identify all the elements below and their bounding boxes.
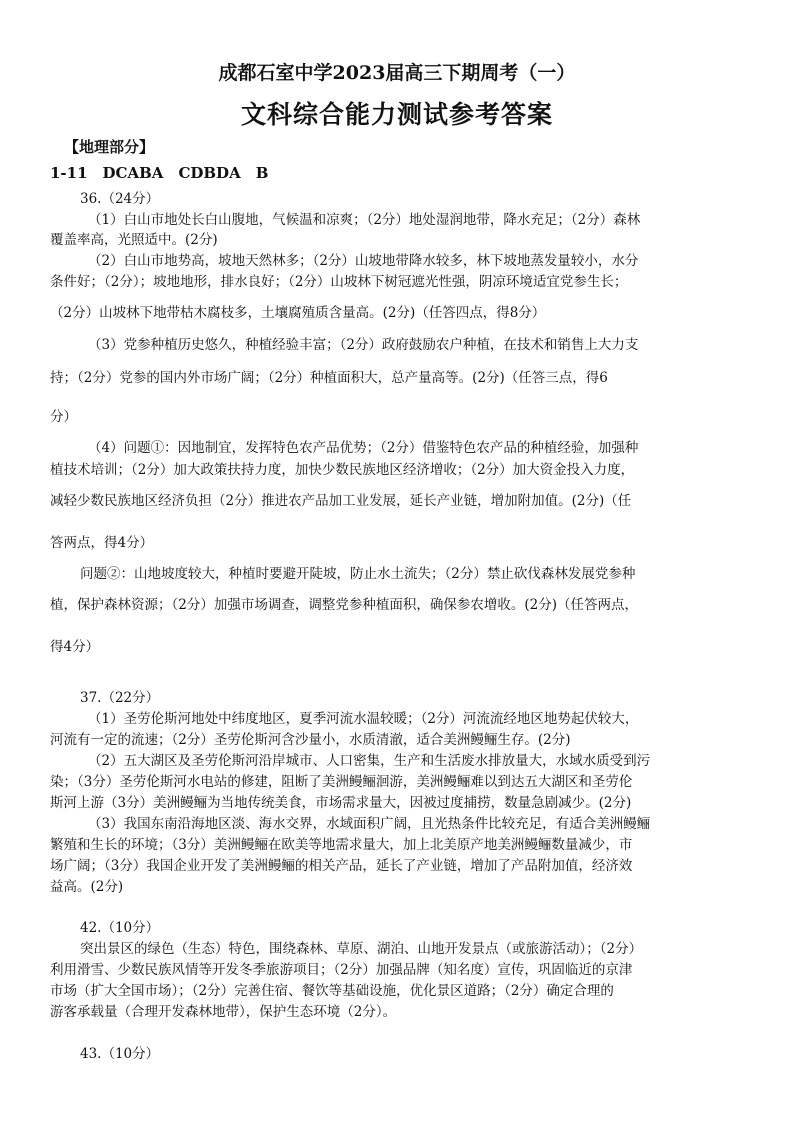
answer-line: （4）问题①：因地制宜，发挥特色农产品优势；（2分）借鉴特色农产品的种植经验，加强种 — [88, 440, 639, 456]
section-heading: 【地理部分】 — [64, 138, 155, 156]
answer-line: 问题②：山地坡度较大，种植时要避开陡坡，防止水土流失；（2分）禁止砍伐森林发展党参种 — [80, 566, 636, 582]
question-number: 43.（10分） — [80, 1046, 160, 1062]
answer-line: （1）白山市地处长白山腹地，气候温和凉爽；（2分）地处湿润地带，降水充足；（2分）森林 — [88, 212, 641, 228]
answer-line: 植，保护森林资源；（2分）加强市场调查，调整党参种植面积，确保参农增收。(2分)（任答两点， — [50, 597, 638, 613]
answer-line: 利用滑雪、少数民族风情等开发冬季旅游项目；（2分）加强品牌（知名度）宣传，巩固临近的京津 — [50, 962, 633, 978]
answer-line: 场广阔；（3分）我国企业开发了美洲鳗鲡的相关产品，延长了产业链，增加了产品附加值，经济效 — [50, 858, 633, 874]
answer-key-subtitle: 文科综合能力测试参考答案 — [240, 100, 553, 129]
answer-line: （2分）山坡林下地带枯木腐枝多，土壤腐殖质含量高。(2分)（任答四点，得8分） — [50, 305, 546, 321]
answer-line: 益高。(2分) — [50, 879, 124, 895]
answer-line: （1）圣劳伦斯河地处中纬度地区，夏季河流水温较暖；（2分）河流流经地区地势起伏较大， — [88, 711, 639, 727]
answer-line: 繁殖和生长的环境；（3分）美洲鳗鲡在欧美等地需求量大，加上北美原产地美洲鳗鲡数量减少，市 — [50, 837, 633, 853]
question-number: 42.（10分） — [80, 920, 160, 936]
answer-line: 染；（3分）圣劳伦斯河水电站的修建，阻断了美洲鳗鲡洄游，美洲鳗鲡难以到达五大湖区和圣劳伦 — [50, 774, 633, 790]
answer-line: 持；（2分）党参的国内外市场广阔；（2分）种植面积大，总产量高等。(2分)（任答三点，得6 — [50, 370, 608, 386]
answer-line: 斯河上游（3分）美洲鳗鲡为当地传统美食，市场需求量大，因被过度捕捞，数量急剧减少。(2分) — [50, 795, 632, 811]
answer-line: 分） — [50, 409, 77, 425]
question-number: 36.（24分） — [80, 191, 160, 207]
answer-line: 覆盖率高，光照适中。(2分) — [50, 232, 218, 248]
answer-line: 突出景区的绿色（生态）特色，围绕森林、草原、湖泊、山地开发景点（或旅游活动）；（2分） — [80, 941, 643, 957]
answer-line: 答两点，得4分） — [50, 535, 154, 551]
answer-line: 市场（扩大全国市场）；（2分）完善住宿、餐饮等基础设施，优化景区道路；（2分）确定合理的 — [50, 983, 614, 999]
answer-line: 游客承载量（合理开发森林地带），保护生态环境（2分）。 — [50, 1004, 397, 1020]
answer-line: （2）白山市地势高，坡地天然林多；（2分）山坡地带降水较多，林下坡地蒸发量较小，水分 — [88, 253, 639, 269]
answer-line: 得4分） — [50, 639, 100, 655]
answer-line: 河流有一定的流速；（2分）圣劳伦斯河含沙量小，水质清澈，适合美洲鳗鲡生存。(2分) — [50, 732, 571, 748]
answer-line: 植技术培训；（2分）加大政策扶持力度，加快少数民族地区经济增收；（2分）加大资金投入力度， — [50, 462, 635, 478]
answer-line: （3）党参种植历史悠久，种植经验丰富；（2分）政府鼓励农户种植，在技术和销售上大力支 — [88, 337, 639, 353]
answer-line: （2）五大湖区及圣劳伦斯河沿岸城市、人口密集，生产和生活废水排放量大，水域水质受到污 — [88, 753, 651, 769]
answer-line: 条件好；（2分）；坡地地形，排水良好；（2分）山坡林下树冠遮光性强，阴凉环境适宜党参生长； — [50, 274, 628, 290]
answer-line: （3）我国东南沿海地区淡、海水交界，水域面积广阔，且光热条件比较充足，有适合美洲鳗鲡 — [88, 816, 651, 832]
answer-line: 减轻少数民族地区经济负担（2分）推进农产品加工业发展，延长产业链，增加附加值。(2分)（任 — [50, 493, 632, 509]
question-number: 37.（22分） — [80, 690, 160, 706]
multiple-choice-answers: 1-11 DCABA CDBDA B — [50, 164, 269, 182]
exam-title: 成都石室中学2023届高三下期周考（一） — [218, 62, 576, 84]
